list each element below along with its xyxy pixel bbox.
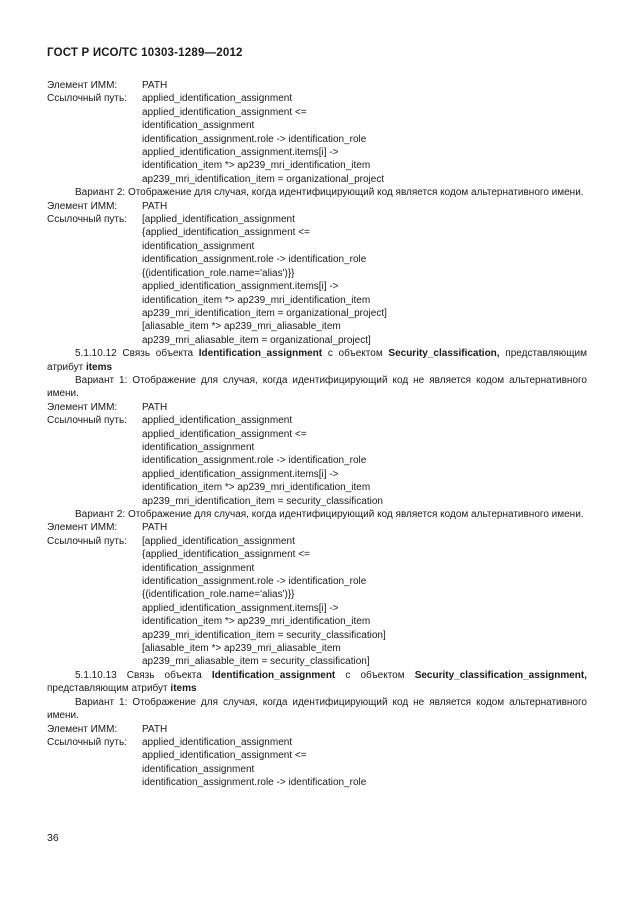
path-line: identification_assignment	[142, 562, 255, 574]
path-line: {applied_identification_assignment <=	[142, 549, 310, 561]
path-line: identification_assignment.role -> identification_role	[142, 254, 367, 266]
path-line: ap239_mri_identification_item = organizational_project	[142, 173, 385, 185]
ref-path-line: Сcылочный путь: [applied_identification_assignment	[47, 214, 295, 226]
path-line: applied_identification_assignment <=	[142, 428, 307, 440]
page-number: 36	[47, 832, 59, 844]
path-line: identification_assignment	[142, 240, 255, 252]
ref-path-line: Сcылочный путь: applied_identification_assignment	[47, 93, 293, 105]
path-line: ap239_mri_aliasable_item = security_classification]	[142, 656, 370, 668]
path-line: ap239_mri_identification_item = organizational_project]	[142, 307, 387, 319]
document-body	[47, 79, 587, 790]
path-line: identification_item *> ap239_mri_identification_item	[142, 482, 371, 494]
path-line: identification_item *> ap239_mri_identification_item	[142, 160, 371, 172]
path-line: identification_assignment.role -> identification_role	[142, 576, 367, 588]
path-line: {(identification_role.name='alias')}}	[142, 589, 295, 601]
path-line: applied_identification_assignment.items[i] ->	[142, 281, 339, 293]
ref-path-line: Сcылочный путь: applied_identification_assignment	[47, 415, 293, 427]
path-line: identification_assignment	[142, 441, 255, 453]
path-line: ap239_mri_aliasable_item = organizational_project]	[142, 334, 371, 346]
element-line: Элемент ИММ: PATH	[47, 723, 168, 735]
path-line: {applied_identification_assignment <=	[142, 227, 310, 239]
document-header: ГОСТ Р ИСО/ТС 10303-1289—2012	[47, 47, 243, 59]
path-line: applied_identification_assignment.items[i] ->	[142, 602, 339, 614]
path-line: {(identification_role.name='alias')}}	[142, 267, 295, 279]
path-line: identification_assignment.role -> identification_role	[142, 777, 367, 789]
path-line: ap239_mri_identification_item = security_classification	[142, 495, 383, 507]
variant-paragraph: Вариант 2: Отображение для случая, когда идентифицирующий код является кодом альтернативного имени.	[75, 509, 584, 520]
path-line: applied_identification_assignment <=	[142, 750, 307, 762]
element-line: Элемент ИММ: PATH	[47, 80, 168, 91]
element-line: Элемент ИММ: PATH	[47, 200, 168, 212]
path-line: identification_assignment.role -> identification_role	[142, 455, 367, 467]
ref-path-line: Сcылочный путь: applied_identification_assignment	[47, 736, 293, 748]
path-line: applied_identification_assignment <=	[142, 106, 307, 118]
path-line: identification_item *> ap239_mri_identification_item	[142, 616, 371, 628]
variant-paragraph: Вариант 1: Отображение для случая, когда идентифицирующий код не является кодом альтернативного имени.	[47, 374, 587, 400]
path-line: identification_assignment.role -> identification_role	[142, 133, 367, 145]
ref-path-line: Сcылочный путь: [applied_identification_assignment	[47, 535, 295, 547]
section-heading-5-1-10-13: 5.1.10.13 Связь объекта Identification_assignment с объектом Security_classification_assignment, представляющим атрибут items	[47, 669, 587, 695]
path-line: identification_item *> ap239_mri_identification_item	[142, 294, 371, 306]
path-line: [aliasable_item *> ap239_mri_aliasable_item	[142, 321, 341, 333]
section-heading-5-1-10-12: 5.1.10.12 Связь объекта Identification_assignment с объектом Security_classification, представляющим атрибут items	[47, 348, 587, 373]
path-line: identification_assignment	[142, 120, 255, 132]
path-line: identification_assignment	[142, 763, 255, 775]
path-line: [aliasable_item *> ap239_mri_aliasable_item	[142, 643, 341, 655]
path-line: applied_identification_assignment.items[i] ->	[142, 468, 339, 480]
element-line: Элемент ИММ: PATH	[47, 401, 168, 413]
variant-paragraph: Вариант 2: Отображение для случая, когда идентифицирующий код является кодом альтернативного имени.	[75, 187, 584, 199]
variant-paragraph: Вариант 1: Отображение для случая, когда идентифицирующий код не является кодом альтернативного имени.	[47, 696, 587, 722]
element-line: Элемент ИММ: PATH	[47, 522, 168, 534]
path-line: ap239_mri_identification_item = security_classification]	[142, 629, 386, 641]
path-line: applied_identification_assignment.items[i] ->	[142, 147, 339, 159]
